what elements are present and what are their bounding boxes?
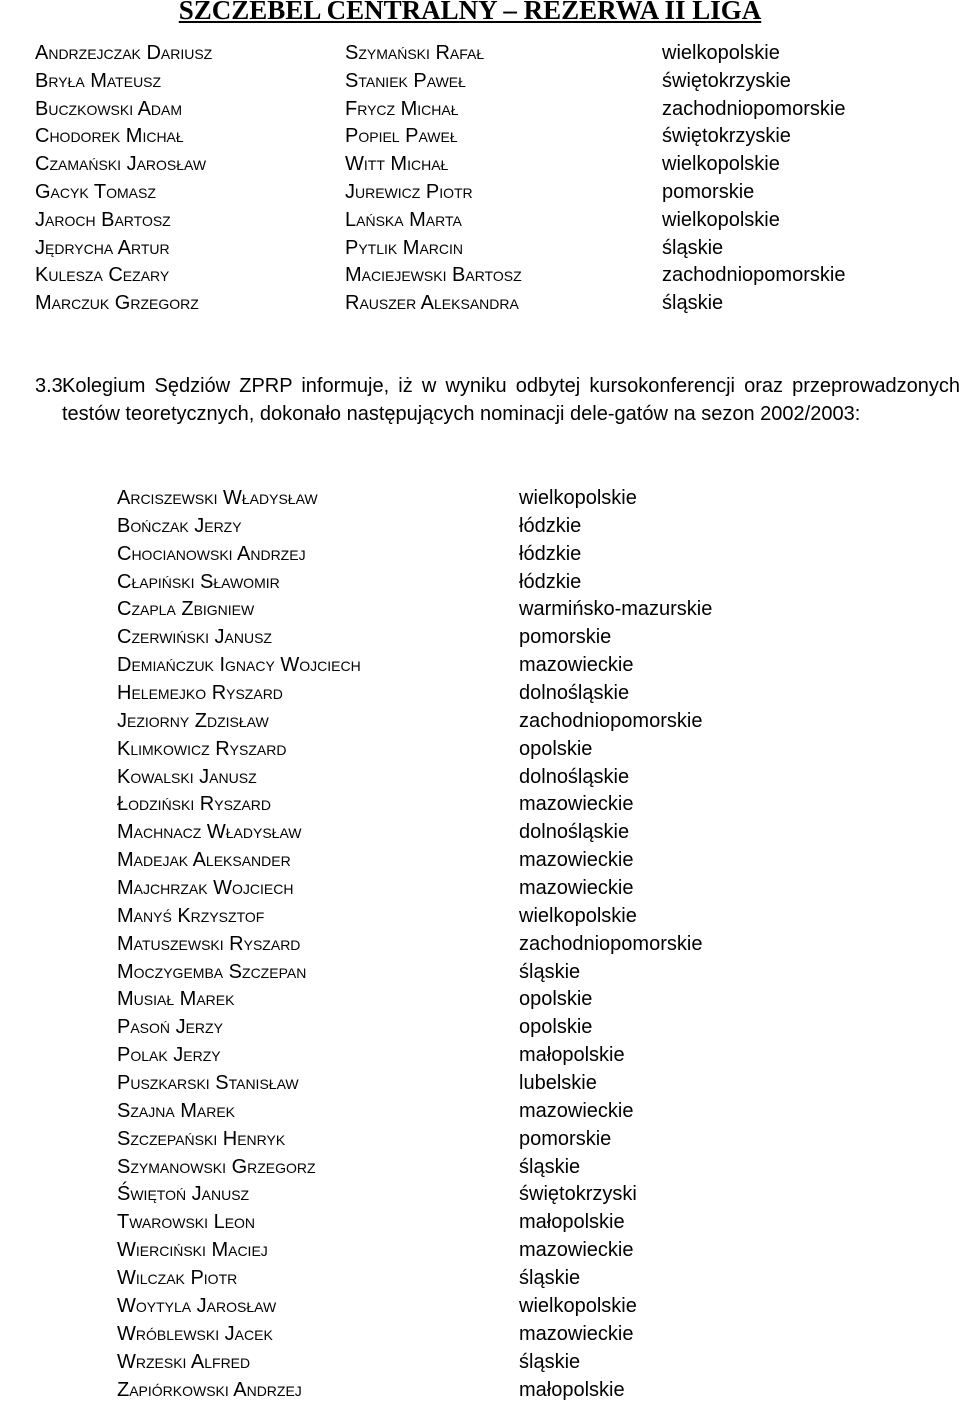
table-row (117, 959, 712, 987)
delegate-name: Puszkarski Stanisław (117, 1072, 299, 1095)
region-name: pomorskie (519, 1127, 612, 1150)
delegate-name: Wilczak Piotr (117, 1267, 238, 1290)
region-name: świętokrzyskie (662, 69, 791, 92)
delegate-name: Wróblewski Jacek (117, 1322, 273, 1345)
region-name: łódzkie (519, 570, 582, 593)
region-name: opolskie (519, 988, 593, 1011)
delegate-name: Twarowski Leon (117, 1211, 256, 1234)
table-row (117, 791, 712, 819)
delegate-name: Zapiórkowski Andrzej (117, 1378, 302, 1401)
referee-1-name: Jaroch Bartosz (35, 208, 171, 231)
section-number: 3.3. (35, 375, 69, 397)
region-name: dolnośląskie (519, 821, 630, 844)
delegate-name: Pasoń Jerzy (117, 1016, 223, 1039)
referee-2-name: Witt Michał (345, 153, 449, 176)
delegate-name: Arciszewski Władysław (117, 487, 318, 509)
table-row (117, 1042, 712, 1070)
referee-2-name: Jurewicz Piotr (345, 180, 473, 203)
table-row (117, 513, 712, 541)
table-row (117, 764, 712, 792)
delegate-name: Szczepański Henryk (117, 1127, 286, 1150)
delegate-name: Chocianowski Andrzej (117, 542, 306, 565)
table-row (117, 1181, 712, 1209)
delegate-name: Szajna Marek (117, 1099, 236, 1122)
delegate-name: Szymanowski Grzegorz (117, 1155, 316, 1178)
table-row (35, 262, 845, 290)
table-row (35, 96, 845, 124)
region-name: małopolskie (519, 1378, 625, 1401)
delegate-name: Musiał Marek (117, 988, 235, 1011)
table-row (35, 123, 845, 151)
table-row (117, 1154, 712, 1182)
table-row (35, 40, 845, 68)
section-heading: SZCZEBEL CENTRALNY – REZERWA II LIGA (178, 0, 762, 25)
region-name: śląskie (662, 236, 724, 259)
region-name: pomorskie (519, 626, 612, 649)
delegate-name: Łodziński Ryszard (117, 793, 272, 816)
delegate-name: Matuszewski Ryszard (117, 932, 301, 955)
table-row (117, 1070, 712, 1098)
region-name: wielkopolskie (662, 153, 780, 176)
referee-2-name: Popiel Paweł (345, 125, 458, 148)
delegate-name: Świętoń Janusz (117, 1183, 250, 1206)
referee-1-name: Marczuk Grzegorz (35, 292, 199, 315)
region-name: opolskie (519, 1016, 593, 1039)
table-row (117, 1126, 712, 1154)
region-name: świętokrzyskie (662, 125, 791, 148)
referee-1-name: Bryła Mateusz (35, 69, 162, 92)
table-row (35, 235, 845, 263)
region-name: dolnośląskie (519, 765, 630, 788)
delegate-name: Manyś Krzysztof (117, 904, 265, 927)
table-row (117, 903, 712, 931)
table-row (35, 290, 845, 318)
table-row (117, 1237, 712, 1265)
delegate-name: Demiańczuk Ignacy Wojciech (117, 654, 361, 677)
table-row (117, 736, 712, 764)
delegate-name: Moczygemba Szczepan (117, 960, 307, 983)
delegate-name: Klimkowicz Ryszard (117, 737, 287, 760)
region-name: zachodniopomorskie (662, 264, 846, 287)
announcement-text: Kolegium Sędziów ZPRP informuje, iż w wyniku odbytej kursokonferencji oraz przeprowadzonych testów teoretycznych, dokonało następujących nominacji dele-gatów na sezon 2002/2003: (62, 375, 960, 425)
region-name: opolskie (519, 737, 593, 760)
delegate-name: Polak Jerzy (117, 1044, 221, 1067)
announcement-paragraph (35, 373, 960, 428)
table-row (117, 1321, 712, 1349)
table-row (117, 1349, 712, 1377)
region-name: wielkopolskie (519, 487, 637, 509)
delegate-name: Wrzeski Alfred (117, 1350, 251, 1373)
table-row (117, 986, 712, 1014)
region-name: świętokrzyski (519, 1183, 637, 1206)
table-row (35, 207, 845, 235)
table-row (117, 819, 712, 847)
region-name: zachodniopomorskie (519, 932, 703, 955)
region-name: śląskie (519, 1267, 581, 1290)
region-name: mazowieckie (519, 1099, 634, 1122)
region-name: mazowieckie (519, 1239, 634, 1262)
delegate-name: Bończak Jerzy (117, 514, 242, 537)
region-name: śląskie (519, 1350, 581, 1373)
table-row (117, 624, 712, 652)
region-name: mazowieckie (519, 877, 634, 900)
table-row (117, 875, 712, 903)
region-name: mazowieckie (519, 793, 634, 816)
referee-1-name: Chodorek Michał (35, 125, 184, 148)
delegate-name: Czapla Zbigniew (117, 598, 255, 621)
referee-2-name: Staniek Paweł (345, 69, 466, 92)
referee-2-name: Lańska Marta (345, 208, 462, 231)
table-row (117, 1265, 712, 1293)
region-name: lubelskie (519, 1072, 597, 1095)
table-row (117, 569, 712, 597)
delegate-name: Helemejko Ryszard (117, 682, 283, 705)
table-row (117, 1377, 712, 1405)
referee-1-name: Gacyk Tomasz (35, 180, 156, 203)
table-row (117, 596, 712, 624)
referee-1-name: Andrzejczak Dariusz (35, 42, 213, 64)
table-row (117, 485, 712, 513)
table-row (117, 1209, 712, 1237)
referee-2-name: Maciejewski Bartosz (345, 264, 522, 287)
delegate-name: Majchrzak Wojciech (117, 877, 294, 900)
table-row (117, 1293, 712, 1321)
referee-1-name: Buczkowski Adam (35, 97, 183, 120)
region-name: śląskie (519, 960, 581, 983)
region-name: małopolskie (519, 1211, 625, 1234)
region-name: mazowieckie (519, 849, 634, 872)
region-name: warmińsko-mazurskie (519, 598, 713, 621)
table-row (117, 652, 712, 680)
table-row (117, 847, 712, 875)
region-name: łódzkie (519, 514, 582, 537)
referee-1-name: Kulesza Cezary (35, 264, 170, 287)
region-name: zachodniopomorskie (519, 709, 703, 732)
delegate-name: Wierciński Maciej (117, 1239, 268, 1262)
table-row (35, 151, 845, 179)
referee-2-name: Pytlik Marcin (345, 236, 464, 259)
table-row (117, 1014, 712, 1042)
referee-2-name: Szymański Rafał (345, 42, 485, 64)
table-row (117, 541, 712, 569)
referee-1-name: Jędrycha Artur (35, 236, 170, 259)
referee-pairs-table (35, 40, 845, 318)
region-name: wielkopolskie (519, 904, 637, 927)
table-row (35, 68, 845, 96)
region-name: wielkopolskie (662, 42, 780, 64)
region-name: śląskie (662, 292, 724, 315)
table-row (117, 680, 712, 708)
region-name: pomorskie (662, 180, 755, 203)
region-name: mazowieckie (519, 654, 634, 677)
referee-2-name: Frycz Michał (345, 97, 459, 120)
delegate-name: Czerwiński Janusz (117, 626, 272, 649)
region-name: dolnośląskie (519, 682, 630, 705)
delegate-name: Cłapiński Sławomir (117, 570, 280, 593)
referee-2-name: Rauszer Aleksandra (345, 292, 519, 315)
region-name: zachodniopomorskie (662, 97, 846, 120)
table-row (35, 179, 845, 207)
delegate-name: Kowalski Janusz (117, 765, 257, 788)
region-name: wielkopolskie (519, 1294, 637, 1317)
region-name: śląskie (519, 1155, 581, 1178)
referee-1-name: Czamański Jarosław (35, 153, 207, 176)
delegate-name: Machnacz Władysław (117, 821, 302, 844)
table-row (117, 708, 712, 736)
delegates-table (117, 485, 712, 1404)
region-name: małopolskie (519, 1044, 625, 1067)
table-row (117, 1098, 712, 1126)
region-name: wielkopolskie (662, 208, 780, 231)
delegate-name: Madejak Aleksander (117, 849, 291, 872)
region-name: mazowieckie (519, 1322, 634, 1345)
region-name: łódzkie (519, 542, 582, 565)
table-row (117, 931, 712, 959)
delegate-name: Jeziorny Zdzisław (117, 709, 269, 732)
delegate-name: Woytyla Jarosław (117, 1294, 277, 1317)
